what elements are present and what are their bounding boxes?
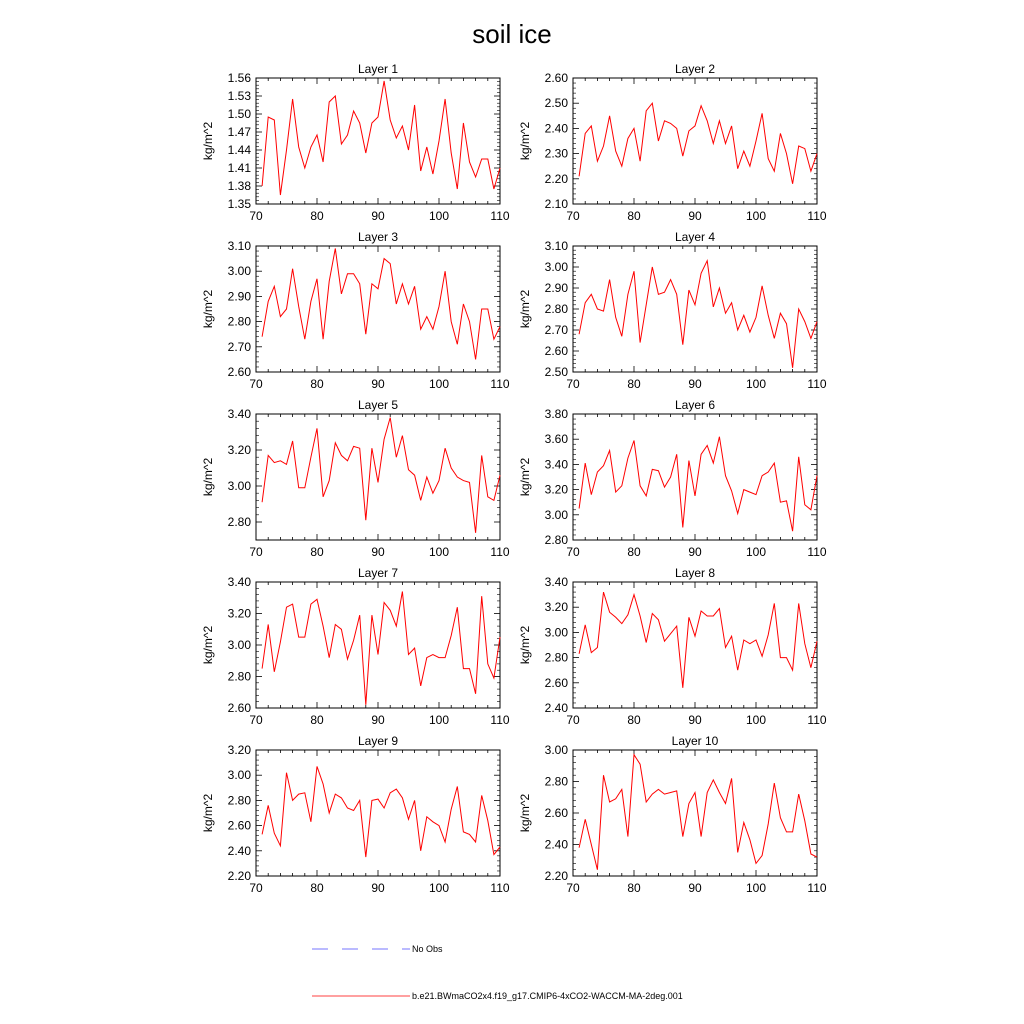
panel-layer-8 — [518, 566, 827, 727]
x-tick-label: 90 — [371, 545, 385, 559]
y-tick-label: 2.80 — [544, 302, 568, 316]
y-tick-label: 2.40 — [544, 837, 568, 852]
y-tick-label: 2.70 — [227, 339, 251, 354]
y-tick-label: 1.41 — [227, 161, 251, 175]
y-tick-label: 1.38 — [227, 179, 251, 193]
x-tick-label: 80 — [310, 713, 324, 727]
x-tick-label: 80 — [627, 209, 641, 223]
series-line — [262, 81, 500, 195]
x-tick-label: 110 — [490, 377, 510, 391]
series-line — [262, 766, 500, 857]
y-tick-label: 3.00 — [227, 264, 251, 279]
plot-frame — [256, 582, 500, 708]
panel-layer-6 — [518, 398, 827, 559]
y-axis-label: kg/m^2 — [201, 793, 215, 833]
y-tick-label: 2.80 — [544, 650, 568, 665]
y-tick-label: 3.00 — [227, 638, 251, 652]
x-tick-label: 100 — [745, 377, 767, 391]
y-tick-label: 2.60 — [544, 71, 568, 85]
y-tick-label: 2.60 — [227, 701, 251, 715]
legend-label: No Obs — [412, 944, 443, 954]
x-tick-label: 80 — [627, 713, 641, 727]
x-tick-label: 110 — [490, 545, 510, 559]
y-tick-label: 2.60 — [227, 365, 251, 379]
x-tick-label: 90 — [371, 377, 385, 391]
y-tick-label: 3.20 — [544, 482, 568, 497]
x-tick-label: 70 — [566, 377, 580, 391]
plot-frame — [573, 414, 817, 540]
panels — [201, 62, 827, 895]
x-tick-label: 80 — [310, 545, 324, 559]
y-axis-label: kg/m^2 — [201, 625, 215, 665]
x-tick-label: 70 — [249, 545, 263, 559]
y-tick-label: 3.20 — [227, 743, 251, 757]
panel-title: Layer 2 — [674, 62, 716, 76]
x-tick-label: 80 — [627, 881, 641, 895]
panel-layer-7 — [201, 566, 510, 727]
y-axis-label: kg/m^2 — [201, 457, 215, 497]
y-tick-label: 2.20 — [544, 171, 568, 186]
y-tick-label: 2.30 — [544, 146, 568, 161]
y-tick-label: 3.00 — [544, 743, 568, 757]
y-tick-label: 1.44 — [227, 143, 251, 157]
y-tick-label: 3.20 — [544, 600, 568, 615]
y-tick-label: 3.40 — [227, 407, 251, 421]
y-axis-label: kg/m^2 — [201, 289, 215, 329]
y-tick-label: 3.40 — [544, 575, 568, 589]
y-tick-label: 2.80 — [227, 793, 251, 808]
y-tick-label: 1.50 — [227, 107, 251, 121]
y-tick-label: 2.80 — [227, 515, 251, 529]
y-tick-label: 3.00 — [544, 507, 568, 522]
y-tick-label: 2.60 — [544, 806, 568, 820]
x-tick-label: 70 — [566, 545, 580, 559]
x-tick-label: 70 — [249, 377, 263, 391]
panel-title: Layer 5 — [357, 398, 399, 412]
y-tick-label: 3.00 — [227, 768, 251, 783]
y-axis-label: kg/m^2 — [518, 625, 532, 665]
y-tick-label: 3.60 — [544, 432, 568, 447]
y-tick-label: 2.20 — [544, 869, 568, 883]
y-tick-label: 3.10 — [227, 239, 251, 253]
series-line — [262, 592, 500, 705]
legend — [312, 944, 683, 1001]
y-tick-label: 2.50 — [544, 96, 568, 111]
series-line — [579, 437, 817, 532]
x-tick-label: 70 — [566, 881, 580, 895]
y-axis-label: kg/m^2 — [518, 121, 532, 161]
y-axis-label: kg/m^2 — [518, 289, 532, 329]
panel-layer-2 — [518, 62, 827, 223]
y-tick-label: 3.40 — [544, 457, 568, 472]
x-tick-label: 90 — [371, 209, 385, 223]
y-tick-label: 1.53 — [227, 89, 251, 103]
x-tick-label: 70 — [249, 713, 263, 727]
x-tick-label: 110 — [807, 545, 827, 559]
x-tick-label: 110 — [490, 713, 510, 727]
y-tick-label: 2.80 — [227, 314, 251, 329]
y-tick-label: 2.80 — [544, 774, 568, 789]
x-tick-label: 110 — [807, 713, 827, 727]
x-tick-label: 90 — [688, 377, 702, 391]
x-tick-label: 100 — [428, 881, 450, 895]
x-tick-label: 80 — [627, 377, 641, 391]
x-tick-label: 70 — [249, 209, 263, 223]
plot-frame — [256, 414, 500, 540]
panel-title: Layer 1 — [357, 62, 399, 76]
y-tick-label: 2.60 — [227, 818, 251, 833]
y-tick-label: 2.40 — [544, 121, 568, 136]
x-tick-label: 70 — [249, 881, 263, 895]
panel-title: Layer 8 — [674, 566, 716, 580]
y-tick-label: 2.10 — [544, 197, 568, 211]
panel-layer-5 — [201, 398, 510, 559]
x-tick-label: 90 — [688, 881, 702, 895]
y-tick-label: 3.80 — [544, 407, 568, 421]
y-tick-label: 3.00 — [227, 479, 251, 493]
y-tick-label: 2.40 — [544, 701, 568, 715]
panel-layer-10 — [518, 734, 827, 895]
x-tick-label: 100 — [428, 713, 450, 727]
x-tick-label: 80 — [310, 881, 324, 895]
series-line — [579, 592, 817, 688]
legend-item-1 — [312, 944, 443, 954]
x-tick-label: 110 — [490, 209, 510, 223]
x-tick-label: 100 — [428, 377, 450, 391]
panel-layer-1 — [201, 62, 510, 223]
panel-title: Layer 10 — [671, 734, 719, 748]
x-tick-label: 90 — [371, 713, 385, 727]
y-tick-label: 2.60 — [544, 344, 568, 358]
plot-frame — [256, 78, 500, 204]
y-axis-label: kg/m^2 — [518, 457, 532, 497]
plot-frame — [573, 582, 817, 708]
plot-frame — [256, 246, 500, 372]
plot-frame — [573, 246, 817, 372]
x-tick-label: 110 — [807, 881, 827, 895]
y-tick-label: 2.50 — [544, 365, 568, 379]
panel-layer-3 — [201, 230, 510, 391]
y-tick-label: 1.35 — [227, 197, 251, 211]
series-line — [262, 418, 500, 533]
y-tick-label: 2.80 — [227, 669, 251, 684]
x-tick-label: 80 — [627, 545, 641, 559]
x-tick-label: 100 — [745, 713, 767, 727]
x-tick-label: 90 — [688, 713, 702, 727]
y-tick-label: 2.20 — [227, 869, 251, 883]
y-tick-label: 2.90 — [544, 281, 568, 295]
series-line — [579, 755, 817, 870]
x-tick-label: 100 — [745, 881, 767, 895]
legend-item-2 — [312, 991, 683, 1001]
y-tick-label: 2.90 — [227, 289, 251, 304]
panel-layer-9 — [201, 734, 510, 895]
panel-title: Layer 6 — [674, 398, 716, 412]
plot-frame — [573, 78, 817, 204]
y-tick-label: 3.40 — [227, 575, 251, 589]
x-tick-label: 100 — [745, 545, 767, 559]
x-tick-label: 90 — [688, 545, 702, 559]
y-axis-label: kg/m^2 — [518, 793, 532, 833]
x-tick-label: 80 — [310, 377, 324, 391]
x-tick-label: 70 — [566, 209, 580, 223]
x-tick-label: 110 — [807, 209, 827, 223]
plot-frame — [256, 750, 500, 876]
y-tick-label: 2.80 — [544, 533, 568, 547]
plot-frame — [573, 750, 817, 876]
y-axis-label: kg/m^2 — [201, 121, 215, 161]
panel-title: Layer 3 — [357, 230, 399, 244]
x-tick-label: 90 — [688, 209, 702, 223]
x-tick-label: 110 — [807, 377, 827, 391]
series-line — [262, 249, 500, 360]
x-tick-label: 80 — [310, 209, 324, 223]
main-title: soil ice — [472, 19, 552, 49]
y-tick-label: 3.00 — [544, 260, 568, 274]
x-tick-label: 90 — [371, 881, 385, 895]
panel-title: Layer 4 — [674, 230, 716, 244]
y-tick-label: 2.60 — [544, 675, 568, 690]
x-tick-label: 70 — [566, 713, 580, 727]
x-tick-label: 110 — [490, 881, 510, 895]
y-tick-label: 3.20 — [227, 443, 251, 457]
series-line — [579, 261, 817, 368]
y-tick-label: 3.00 — [544, 625, 568, 640]
panel-layer-4 — [518, 230, 827, 391]
legend-label: b.e21.BWmaCO2x4.f19_g17.CMIP6-4xCO2-WACCM-MA-2deg.001 — [412, 991, 683, 1001]
y-tick-label: 2.70 — [544, 323, 568, 337]
x-tick-label: 100 — [745, 209, 767, 223]
y-tick-label: 3.20 — [227, 606, 251, 621]
y-tick-label: 1.47 — [227, 125, 251, 139]
x-tick-label: 100 — [428, 209, 450, 223]
panel-title: Layer 9 — [357, 734, 399, 748]
series-line — [579, 103, 817, 184]
y-tick-label: 1.56 — [227, 71, 251, 85]
y-tick-label: 2.40 — [227, 843, 251, 858]
x-tick-label: 100 — [428, 545, 450, 559]
y-tick-label: 3.10 — [544, 239, 568, 253]
panel-title: Layer 7 — [357, 566, 399, 580]
